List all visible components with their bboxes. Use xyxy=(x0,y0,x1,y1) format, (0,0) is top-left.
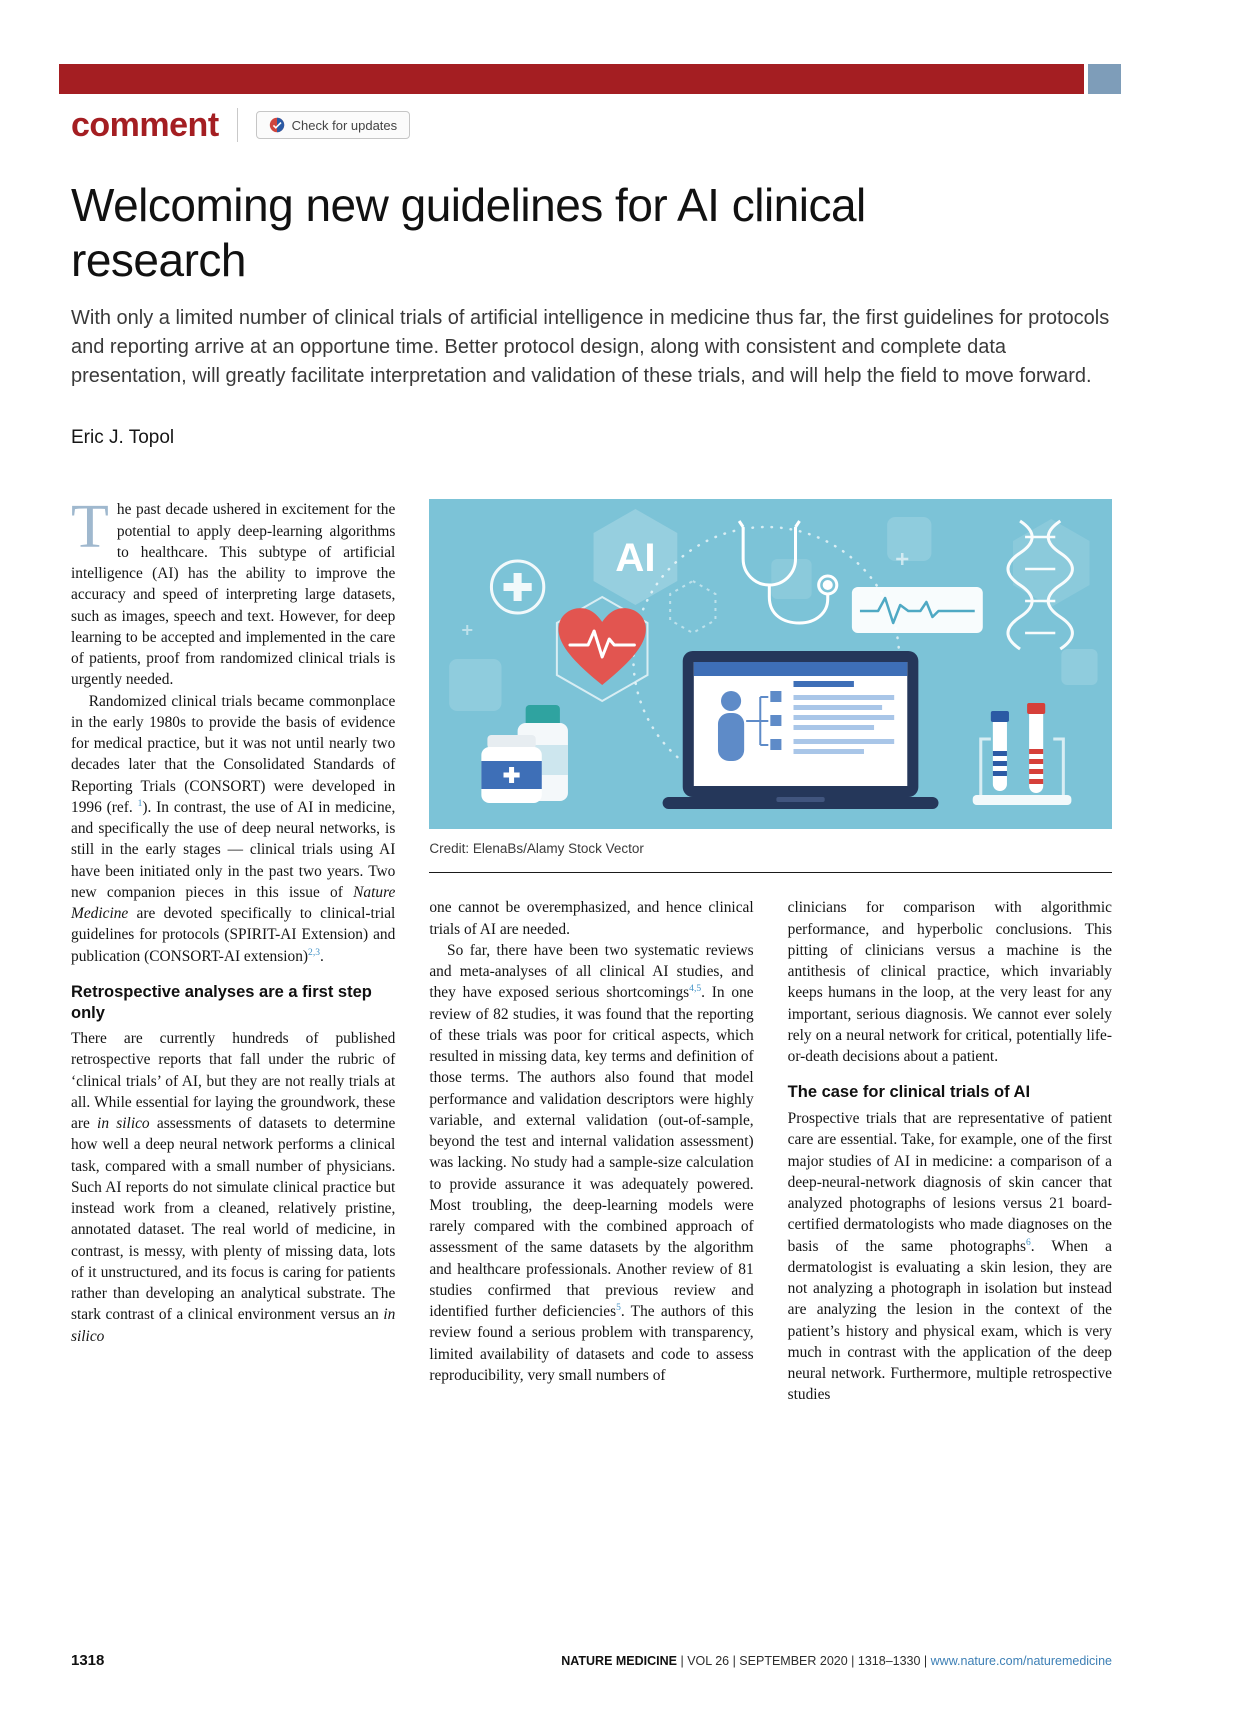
paragraph xyxy=(429,897,753,940)
article-title: Welcoming new guidelines for AI clinical research xyxy=(71,179,866,287)
text-run: . In one review of 82 studies, it was found that the reporting of these trials was poor for critical aspects, which resulted in missing data, key terms and definition of those terms. The authors also found that model performance and validation descriptors were highly variable, and external validation (out-of-sample, beyond the test and internal validation assessment) was lacking. No study had a sample-size calculation to provide assurance it was adequately powered. Most troubling, the deep-learning models were rarely compared with the combined approach of assessment of the same datasets by the algorithm and healthcare professionals. Another review of 81 studies confirmed that previous review and identified further deficiencies xyxy=(429,984,754,1321)
ai-medicine-illustration xyxy=(429,499,1112,829)
ai-label: AI xyxy=(615,535,656,581)
reference-link[interactable]: 2,3 xyxy=(308,946,320,958)
paragraph xyxy=(788,897,1112,1067)
standfirst: With only a limited number of clinical trials of artificial intelligence in medicine thus far, the first guidelines for protocols and reporting arrive at an opportune time. Better protocol design, along with consistent and complete data presentation, will greatly facilitate interpretation and validation of these trials, and will help the field to move forward. xyxy=(71,307,1110,388)
crossmark-icon xyxy=(269,117,285,133)
illustration-svg xyxy=(429,499,1112,829)
paragraph xyxy=(71,493,396,690)
text-run: are devoted specifically to clinical-trial guidelines for protocols (SPIRIT-AI Extension) and publication (CONSORT-AI extension) xyxy=(71,905,396,965)
article-figure xyxy=(429,499,1112,873)
reference-link[interactable]: 1 xyxy=(137,797,143,809)
section-label: comment xyxy=(71,106,219,144)
italic-text: in silico xyxy=(97,1115,150,1133)
top-bar-blue-square xyxy=(1088,64,1121,94)
check-for-updates-label: Check for updates xyxy=(291,117,398,133)
section-heading: The case for clinical trials of AI xyxy=(787,1083,1031,1102)
text-run: . The authors of this review found a serious problem with transparency, limited availability of datasets and code to assess reproducibility, very small numbers of xyxy=(429,1303,754,1384)
text-run: So far, there have been two systematic reviews and meta-analyses of all clinical AI studies, and they have exposed serious shortcomings xyxy=(429,941,754,1002)
masthead xyxy=(71,108,1112,142)
text-run: clinicians for comparison with algorithmic performance, and hyperbolic conclusions. This pitting of clinicians versus a machine is the antithesis of clinical practice, which invariably keeps humans in the loop, at the very least for any important, serious diagnosis. We cannot ever solely rely on a neural network for critical, potentially life-or-death decisions about a patient. xyxy=(787,899,1112,1066)
issue-info: | VOL 26 | SEPTEMBER 2020 | 1318–1330 | xyxy=(677,1654,931,1668)
decor-square xyxy=(449,659,501,711)
text-run: ). In contrast, the use of AI in medicine, and specifically the use of deep neural networks, is still in the early stages — clinical trials using AI have been initiated only in the past two years. Two new companion pieces in this issue of xyxy=(71,798,396,901)
drop-cap: T xyxy=(71,493,109,562)
check-for-updates-button[interactable] xyxy=(256,111,411,139)
column-2 xyxy=(429,897,753,1405)
italic-text: Nature Medicine xyxy=(71,883,396,923)
article-body xyxy=(71,493,1112,1405)
top-bar xyxy=(59,64,1121,94)
ecg-monitor-icon xyxy=(852,587,983,633)
column-1 xyxy=(71,493,396,1405)
figure-credit: Credit: ElenaBs/Alamy Stock Vector xyxy=(429,841,644,857)
reference-link[interactable]: 5 xyxy=(616,1302,621,1313)
paragraph xyxy=(788,1108,1112,1406)
footer-info xyxy=(561,1654,1112,1668)
column-3 xyxy=(788,897,1112,1405)
text-run: one cannot be overemphasized, and hence clinical trials of AI are needed. xyxy=(429,899,754,938)
laptop-medical-record-icon xyxy=(663,651,939,809)
decor-square xyxy=(1062,649,1098,685)
text-run: . When a dermatologist is evaluating a skin lesion, they are not analyzing a photograph in isolation but instead are analyzing the lesion in the context of the patient’s history and physical exam, which is very much in contrast with the application of the deep neural network. Furthermore, multiple retrospective studies xyxy=(787,1237,1112,1404)
journal-page xyxy=(71,64,1112,1406)
reference-link[interactable]: 4,5 xyxy=(689,983,702,995)
page-footer xyxy=(71,1652,1112,1669)
author-name: Eric J. Topol xyxy=(71,427,175,449)
paragraph xyxy=(429,940,753,1386)
decor-square xyxy=(887,517,931,561)
paragraph xyxy=(71,1028,395,1347)
text-run: he past decade ushered in excitement for the potential to apply deep-learning algorithms to healthcare. This subtype of artificial intelligence (AI) has the ability to improve the accuracy and speed of interpreting large datasets, such as images, speech and text. However, for deep learning to be accepted and implemented in the care of patients, proof from randomized clinical trials is urgently needed. xyxy=(71,501,396,689)
text-run: Randomized clinical trials became commonplace in the early 1980s to provide the basis of evidence for medical practice, but it was not until nearly two decades later that the Consolidated Standards of Reporting Trials (CONSORT) were developed in 1996 (ref. xyxy=(71,692,396,816)
text-run: There are currently hundreds of published retrospective reports that fall under the rubric of ‘clinical trials’ of AI, but they are not really trials at all. While essential for laying the groundwork, these are xyxy=(71,1030,396,1133)
journal-url[interactable]: www.nature.com/naturemedicine xyxy=(930,1654,1112,1668)
text-run: . xyxy=(319,947,324,965)
masthead-divider xyxy=(237,108,238,142)
journal-name: NATURE MEDICINE xyxy=(561,1654,677,1668)
paragraph xyxy=(71,691,395,967)
reference-link[interactable]: 6 xyxy=(1025,1236,1031,1248)
text-run: assessments of datasets to determine how well a deep neural network performs a clinical task, compared with a small number of physicians. Such AI reports do not simulate clinical practice but instead work from a cleaned, relatively pristine, annotated dataset. The real world of medicine, in contrast, is messy, with plenty of missing data, lots of it unstructured, and its focus is caring for patients rather than developing an analytical substrate. The stark contrast of a clinical environment versus an xyxy=(71,1115,396,1324)
figure-divider xyxy=(429,872,1112,873)
text-run: Prospective trials that are representative of patient care are essential. Take, for example, one of the first major studies of AI in medicine: a comparison of a deep-neural-network diagnosis of skin cancer that analyzed photographs of lesions versus 21 board-certified dermatologists who made diagnoses on the basis of the same photographs xyxy=(787,1110,1112,1255)
paragraph-text xyxy=(71,493,396,689)
page-number: 1318 xyxy=(71,1652,105,1669)
decor-square xyxy=(772,559,812,599)
italic-text: in silico xyxy=(71,1306,396,1345)
section-heading: Retrospective analyses are a first step only xyxy=(71,982,372,1022)
top-bar-red-band xyxy=(59,64,1084,94)
